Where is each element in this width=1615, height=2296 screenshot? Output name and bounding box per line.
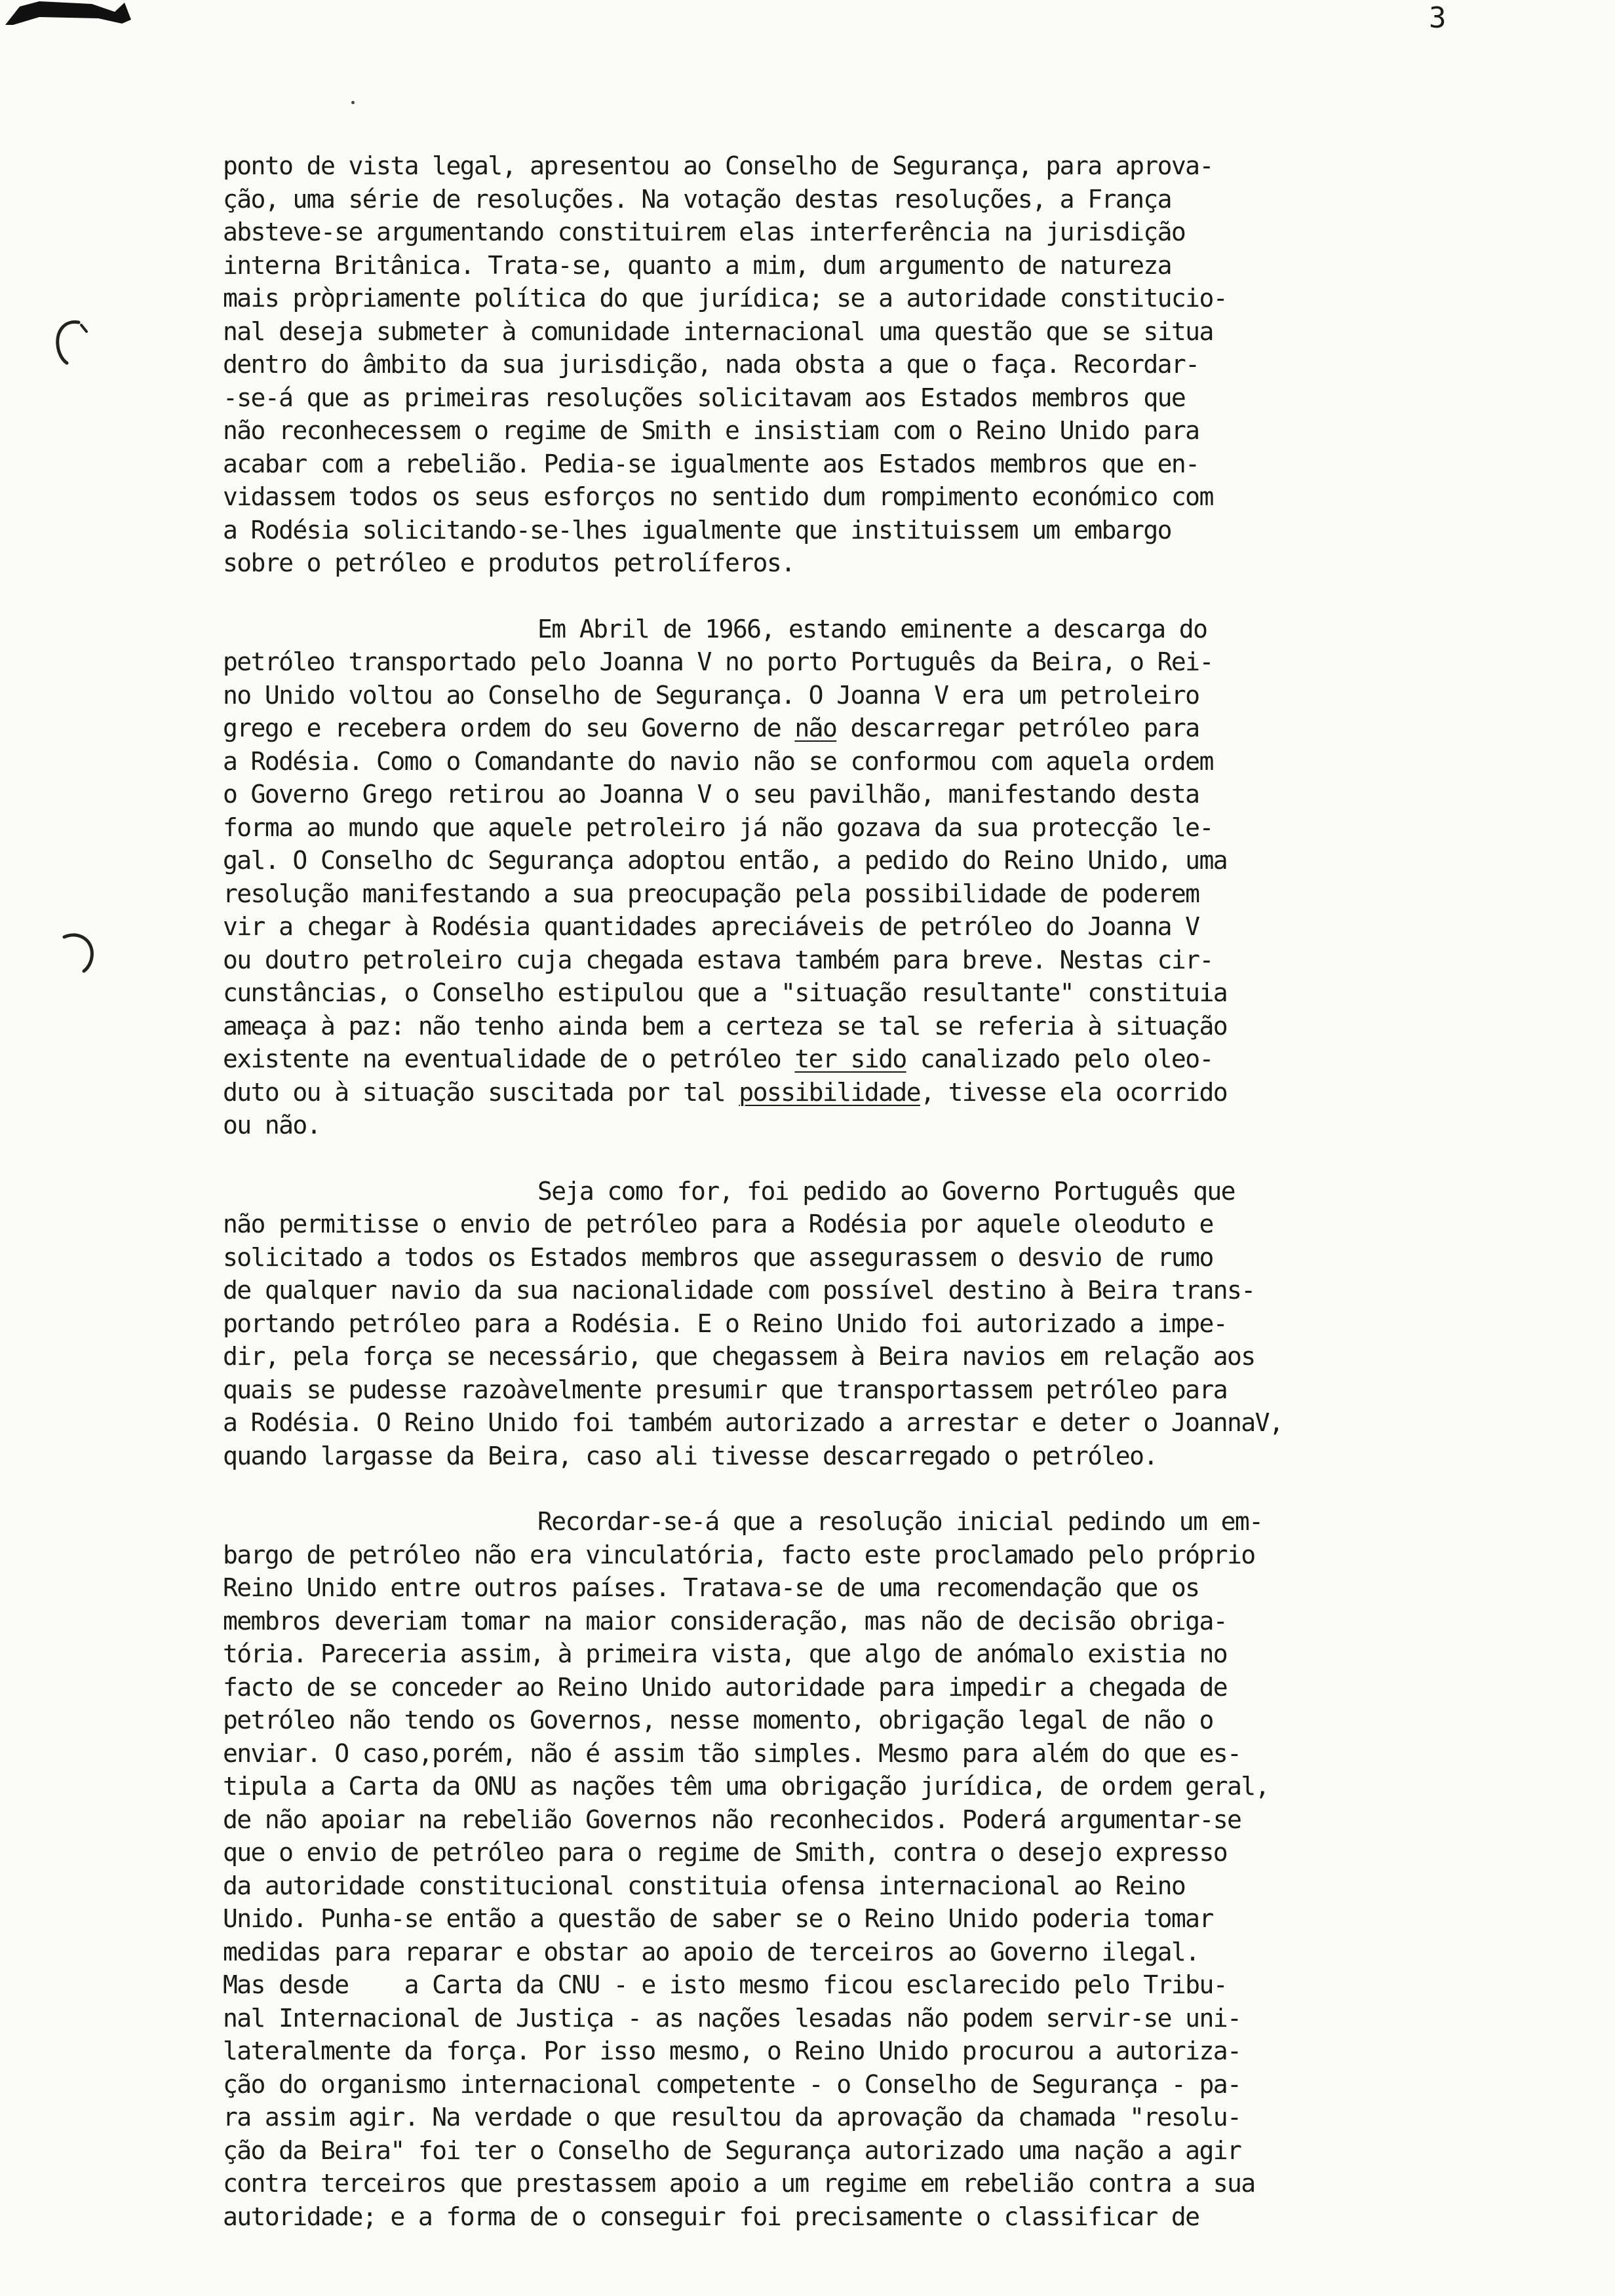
text-line (223, 1241, 1455, 1274)
text-segment: ção do organismo internacional competente - o Conselho de Segurança - pa- (223, 2069, 1241, 2099)
text-segment: grego e recebera ordem do seu Governo de (223, 714, 795, 742)
text-segment: gal. O Conselho dc Segurança adoptou então, a pedido do Reino Unido, uma (223, 846, 1228, 875)
text-segment: facto de se conceder ao Reino Unido autoridade para impedir a chegada de (223, 1672, 1228, 1702)
text-line (223, 1208, 1455, 1241)
text-segment: Recordar-se-á que a resolução inicial pedindo um em- (537, 1507, 1263, 1536)
text-segment: não reconhecessem o regime de Smith e insistiam com o Reino Unido para (223, 416, 1199, 445)
text-segment: a Rodésia. O Reino Unido foi também autorizado a arrestar e deter o JoannaV, (223, 1408, 1283, 1437)
underlined-text: ter sido (794, 1044, 906, 1073)
text-line (223, 1043, 1455, 1076)
text-segment: de não apoiar na rebelião Governos não reconhecidos. Poderá argumentar-se (223, 1805, 1241, 1834)
text-segment: medidas para reparar e obstar ao apoio de terceiros ao Governo ilegal. (223, 1937, 1199, 1966)
text-segment: ção, uma série de resoluções. Na votação destas resoluções, a França (223, 184, 1171, 214)
text-segment: acabar com a rebelião. Pedia-se igualmente aos Estados membros que en- (223, 449, 1199, 478)
text-segment: Reino Unido entre outros países. Tratava-se de uma recomendação que os (223, 1573, 1199, 1602)
text-line (223, 2002, 1455, 2035)
text-segment: de qualquer navio da sua nacionalidade com possível destino à Beira trans- (223, 1276, 1255, 1305)
text-segment: da autoridade constitucional constituia ofensa internacional ao Reino (223, 1871, 1186, 1900)
text-segment: tória. Pareceria assim, à primeira vista, que algo de anómalo existia no (223, 1639, 1228, 1668)
text-line (223, 1539, 1455, 1572)
text-segment: -se-á que as primeiras resoluções solicitavam aos Estados membros que (223, 383, 1186, 412)
text-segment: Seja como for, foi pedido ao Governo Português que (537, 1176, 1235, 1206)
text-line (223, 1671, 1455, 1704)
text-line (223, 2101, 1455, 2134)
text-line (223, 414, 1455, 448)
text-segment: tipula a Carta da ONU as nações têm uma obrigação jurídica, de ordem geral, (223, 1772, 1269, 1801)
text-line (223, 1737, 1455, 1770)
text-line (223, 1902, 1455, 1936)
text-segment: Mas desde a Carta da CNU - e isto mesmo ficou esclarecido pelo Tribu- (223, 1970, 1228, 1999)
text-line (223, 910, 1455, 944)
text-segment: petróleo não tendo os Governos, nesse momento, obrigação legal de não o (223, 1706, 1213, 1734)
text-segment: quando largasse da Beira, caso ali tivesse descarregado o petróleo. (223, 1441, 1158, 1470)
text-line (223, 1109, 1455, 1142)
text-segment: Unido. Punha-se então a questão de saber se o Reino Unido poderia tomar (223, 1904, 1213, 1933)
text-line (223, 183, 1455, 216)
punch-hole-mark (60, 928, 100, 980)
text-line (223, 1936, 1455, 1969)
text-segment: resolução manifestando a sua preocupação pela possibilidade de poderem (223, 879, 1199, 908)
text-line (223, 546, 1455, 580)
text-segment: contra terceiros que prestassem apoio a um regime em rebelião contra a sua (223, 2169, 1255, 2198)
punch-hole-mark (52, 317, 92, 370)
text-segment: ponto de vista legal, apresentou ao Conselho de Segurança, para aprova- (223, 151, 1213, 180)
text-line (223, 2035, 1455, 2068)
text-segment: lateralmente da força. Por isso mesmo, o Reino Unido procurou a autoriza- (223, 2037, 1241, 2065)
text-segment: sobre o petróleo e produtos petrolíferos. (223, 548, 795, 577)
text-segment: canalizado pelo oleo- (906, 1044, 1213, 1073)
text-segment: no Unido voltou ao Conselho de Segurança. O Joanna V era um petroleiro (223, 680, 1199, 710)
text-segment: vir a chegar à Rodésia quantidades apreciáveis de petróleo do Joanna V (223, 912, 1199, 941)
text-segment: , tivesse ela ocorrido (920, 1077, 1228, 1107)
text-segment: nal deseja submeter à comunidade internacional uma questão que se situa (223, 316, 1213, 346)
text-line (223, 1836, 1455, 1869)
text-line (223, 1010, 1455, 1043)
text-line (223, 514, 1455, 547)
text-segment: petróleo transportado pelo Joanna V no porto Português da Beira, o Rei- (223, 647, 1213, 676)
text-segment: Em Abril de 1966, estando eminente a descarga do (537, 614, 1207, 643)
text-segment: cunstâncias, o Conselho estipulou que a "situação resultante" constituia (223, 978, 1228, 1007)
text-line (223, 1076, 1455, 1109)
text-segment: forma ao mundo que aquele petroleiro já não gozava da sua protecção le- (223, 813, 1213, 842)
text-segment: descarregar petróleo para (836, 714, 1199, 742)
text-line (223, 1571, 1455, 1605)
paragraph (223, 1505, 1455, 2233)
text-segment: quais se pudesse razoàvelmente presumir que transportassem petróleo para (223, 1375, 1228, 1404)
text-line (223, 249, 1455, 282)
text-line (223, 448, 1455, 481)
paragraph (223, 613, 1455, 1142)
text-segment: ameaça à paz: não tenho ainda bem a certeza se tal se referia à situação (223, 1011, 1228, 1041)
text-segment: autoridade; e a forma de o conseguir foi precisamente o classificar de (223, 2202, 1199, 2231)
text-segment: portando petróleo para a Rodésia. E o Reino Unido foi autorizado a impe- (223, 1309, 1228, 1338)
text-line (223, 976, 1455, 1010)
paragraph (223, 1175, 1455, 1473)
text-line (223, 381, 1455, 415)
text-line (223, 315, 1455, 349)
underlined-text: possibilidade (739, 1077, 920, 1107)
text-line (223, 1505, 1455, 1539)
text-line (223, 348, 1455, 381)
text-segment: duto ou à situação suscitada por tal (223, 1077, 739, 1107)
text-line (223, 1605, 1455, 1638)
text-line (223, 679, 1455, 712)
text-line (223, 149, 1455, 183)
text-segment: bargo de petróleo não era vinculatória, facto este proclamado pelo próprio (223, 1540, 1255, 1569)
text-line (223, 480, 1455, 514)
text-segment: absteve-se argumentando constituirem elas interferência na jurisdição (223, 218, 1186, 246)
corner-scan-mark (0, 0, 157, 26)
text-line (223, 1869, 1455, 1903)
text-segment: ou não. (223, 1111, 321, 1139)
text-line (223, 1440, 1455, 1473)
text-line (223, 1968, 1455, 2002)
text-line (223, 1803, 1455, 1837)
text-segment: a Rodésia solicitando-se-lhes igualmente que instituissem um embargo (223, 515, 1171, 545)
text-line (223, 282, 1455, 315)
text-line (223, 944, 1455, 977)
text-line (223, 1704, 1455, 1737)
text-line (223, 1637, 1455, 1671)
text-line (223, 1340, 1455, 1373)
stray-dot (351, 101, 355, 104)
text-segment: interna Britânica. Trata-se, quanto a mim, dum argumento de natureza (223, 250, 1171, 280)
text-line (223, 216, 1455, 249)
text-line (223, 2068, 1455, 2101)
text-line (223, 613, 1455, 646)
text-segment: dir, pela força se necessário, que chegassem à Beira navios em relação aos (223, 1342, 1255, 1371)
text-segment: ção da Beira" foi ter o Conselho de Segurança autorizado uma nação a agir (223, 2135, 1241, 2165)
text-segment: solicitado a todos os Estados membros que assegurassem o desvio de rumo (223, 1242, 1213, 1272)
text-line (223, 2200, 1455, 2234)
text-segment: dentro do âmbito da sua jurisdição, nada obsta a que o faça. Recordar- (223, 350, 1199, 379)
text-segment: enviar. O caso,porém, não é assim tão simples. Mesmo para além do que es- (223, 1738, 1241, 1768)
text-segment: ou doutro petroleiro cuja chegada estava também para breve. Nestas cir- (223, 945, 1213, 974)
underlined-text: não (794, 714, 837, 742)
document-body (223, 149, 1455, 2233)
text-line (223, 778, 1455, 811)
text-segment: nal Internacional de Justiça - as nações lesadas não podem servir-se uni- (223, 2003, 1241, 2033)
text-line (223, 811, 1455, 845)
text-segment: não permitisse o envio de petróleo para a Rodésia por aquele oleoduto e (223, 1210, 1213, 1238)
text-line (223, 1406, 1455, 1440)
text-line (223, 877, 1455, 911)
text-segment: que o envio de petróleo para o regime de Smith, contra o desejo expresso (223, 1838, 1228, 1867)
text-line (223, 1175, 1455, 1208)
text-line (223, 2167, 1455, 2200)
text-line (223, 712, 1455, 745)
text-line (223, 745, 1455, 778)
text-line (223, 1373, 1455, 1407)
page-number: 3 (1429, 1, 1447, 35)
text-segment: a Rodésia. Como o Comandante do navio não se conformou com aquela ordem (223, 746, 1213, 776)
text-line (223, 645, 1455, 679)
text-segment: existente na eventualidade de o petróleo (223, 1044, 795, 1073)
text-line (223, 1307, 1455, 1341)
text-line (223, 1770, 1455, 1803)
text-segment: ra assim agir. Na verdade o que resultou da aprovação da chamada "resolu- (223, 2103, 1241, 2132)
text-line (223, 844, 1455, 877)
text-segment: o Governo Grego retirou ao Joanna V o seu pavilhão, manifestando desta (223, 780, 1199, 809)
text-segment: membros deveriam tomar na maior consideração, mas não de decisão obriga- (223, 1606, 1228, 1636)
text-line (223, 1274, 1455, 1307)
text-segment: mais pròpriamente política do que jurídica; se a autoridade constitucio- (223, 284, 1228, 313)
paragraph (223, 149, 1455, 580)
text-line (223, 2134, 1455, 2168)
text-segment: vidassem todos os seus esforços no sentido dum rompimento económico com (223, 482, 1213, 511)
